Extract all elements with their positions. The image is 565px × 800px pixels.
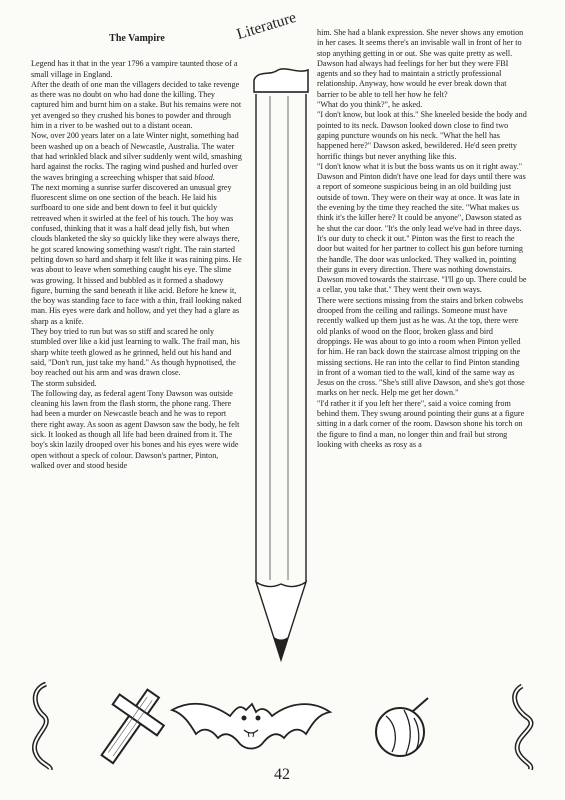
snake-icon [34, 684, 50, 770]
page-number: 42 [274, 766, 290, 783]
paragraph-text: Now, over 200 years later on a late Winter night, something had been washed up on a beach of Newcastle, Australia. The water that had wrinkled black and silver suddenly went wild, smashing hard against the rocks. The raging wind pushed and hurled over the waves bringing a screeching whisper that said [31, 131, 242, 182]
paragraph: The following day, as federal agent Tony Dawson was outside cleaning his lawn from the flash storm, the phone rang. There had been a murder on Newcastle beach and he was to report there right away. As soon as agent Dawson saw the body, he felt sick. It looked as though all life had been drained from it. The boy's skin lazily drooped over his bones and his eyes were wide open without a speck of colour. Dawson's partner, Pinton, walked over and stood beside [31, 388, 240, 470]
blood-word: blood. [194, 172, 215, 182]
story-title: The Vampire [109, 33, 165, 44]
paragraph: The next morning a sunrise surfer discovered an unusual grey fluorescent slime on one section of the beach. He laid his surfboard to one side and bent down to feel it but quickly retreaved when it swirled at the feel of his touch. The boy was confused, thinking that it was a half dead jelly fish, but when clouds blanketed the sky so quickly like they were always there, he got scared knowing something wasn't right. The rain started pelting down so hard and sharp it felt like it was raining pins. He was about to leave when something caught his eye. The slime was growing. It hissed and bubbled as it formed a shadowy figure, burning the sand beneath it like acid. Before he knew it, the boy was standing face to face with a thin, frail looking naked man. His eyes were dark and hollow, and yet they had a glare as sharp as a knife. [31, 182, 242, 326]
paragraph: him. She had a blank expression. She never shows any emotion in her cases. It seems there's an invisable wall in front of her to stop anything getting in or out. She was quite pretty as well. Dawson had always had feelings for her but they were FBI agents and so they had to maintain a strictly professional relationship. Anyway, how would he ever break down that barrier to be able to tell her how he felt? [317, 28, 524, 99]
snake-icon [515, 686, 531, 770]
paragraph: "I don't know what it is but the boss wants us on it right away." [317, 161, 523, 171]
bat-icon [172, 704, 330, 749]
paragraph: Legend has it that in the year 1796 a vampire taunted those of a small village in England. [31, 59, 238, 79]
paragraph: "What do you think?", he asked. [317, 100, 423, 110]
story-right-column [317, 28, 527, 450]
bottom-decorations [0, 680, 565, 770]
paragraph: "I'd rather it if you left her there", said a voice coming from behind them. They swung around pointing their guns at a figure sitting in a dark corner of the room. Dawson shone his torch on the figure to find a man, no longer thin and frail but strong looking with cheeks as rosy as a [317, 398, 525, 449]
paragraph: "I don't know, but look at this." She kneeled beside the body and pointed to its neck. Dawson looked down close to find two gaping puncture wounds on his neck. "What the hell has happened here?" Dawson asked, bewildered. He'd seen pretty horrific things but never anything like this. [317, 110, 527, 161]
paragraph: After the death of one man the villagers decided to take revenge as there was no doubt on who had done the killing. They captured him and burnt him on a stake. But his remains were not yet avenged so they crushed his bones to powder and through him in a river to be washed out to a distant ocean. [31, 79, 242, 131]
paragraph: They boy tried to run but was so stiff and scared he only stumbled over like a kid just learning to walk. The frail man, his sharp white teeth glowed as he grinned, held out his hand and said, "Don't run, just take my hand." As though hypnotised, the boy reached out his arm and was drawn close. [31, 327, 240, 378]
garlic-icon [376, 698, 428, 756]
paragraph: Dawson and Pinton didn't have one lead for days until there was a report of someone suspicious being in an old building just outside of town. They were on their way at once. It was late in the evening by the time they reached the site. "What makes us think it's the killer here? It could be anyone", Dawson stated as he shut the car door. "It's the only lead we've had in three days. It's our duty to check it out." Pinton was the first to reach the door but waited for her partner to collect his gun before turning the handle. The door was unlocked. They walked in, pointing their guns in every direction. There was nothing downstairs. Dawson moved towards the staircase. "I'll go up. There could be a cellar, you take that." They went their own ways. [317, 172, 527, 295]
story-left-column [31, 30, 243, 471]
paragraph: There were sections missing from the stairs and brken cobwebs drooped from the ceiling and railings. Someone must have recently walked up them just as he was. At the top, there were old planks of wood on the floor, broken glass and bird droppings. He was about to go into a room when Pinton yelled for him. He ran back down the staircase almost tripping on the missing sections. He ran into the cellar to find Pinton standing in front of a woman tied to the wall, kind of the same way as Jesus on the cross. "She's still alive Dawson, and she's got those marks on her neck. Help me get her down." [317, 295, 525, 398]
paragraph: The storm subsided. [31, 378, 97, 388]
pencil-icon [248, 62, 314, 672]
paragraph [31, 131, 243, 182]
cross-icon [85, 680, 175, 770]
section-heading: Literature [234, 8, 299, 44]
